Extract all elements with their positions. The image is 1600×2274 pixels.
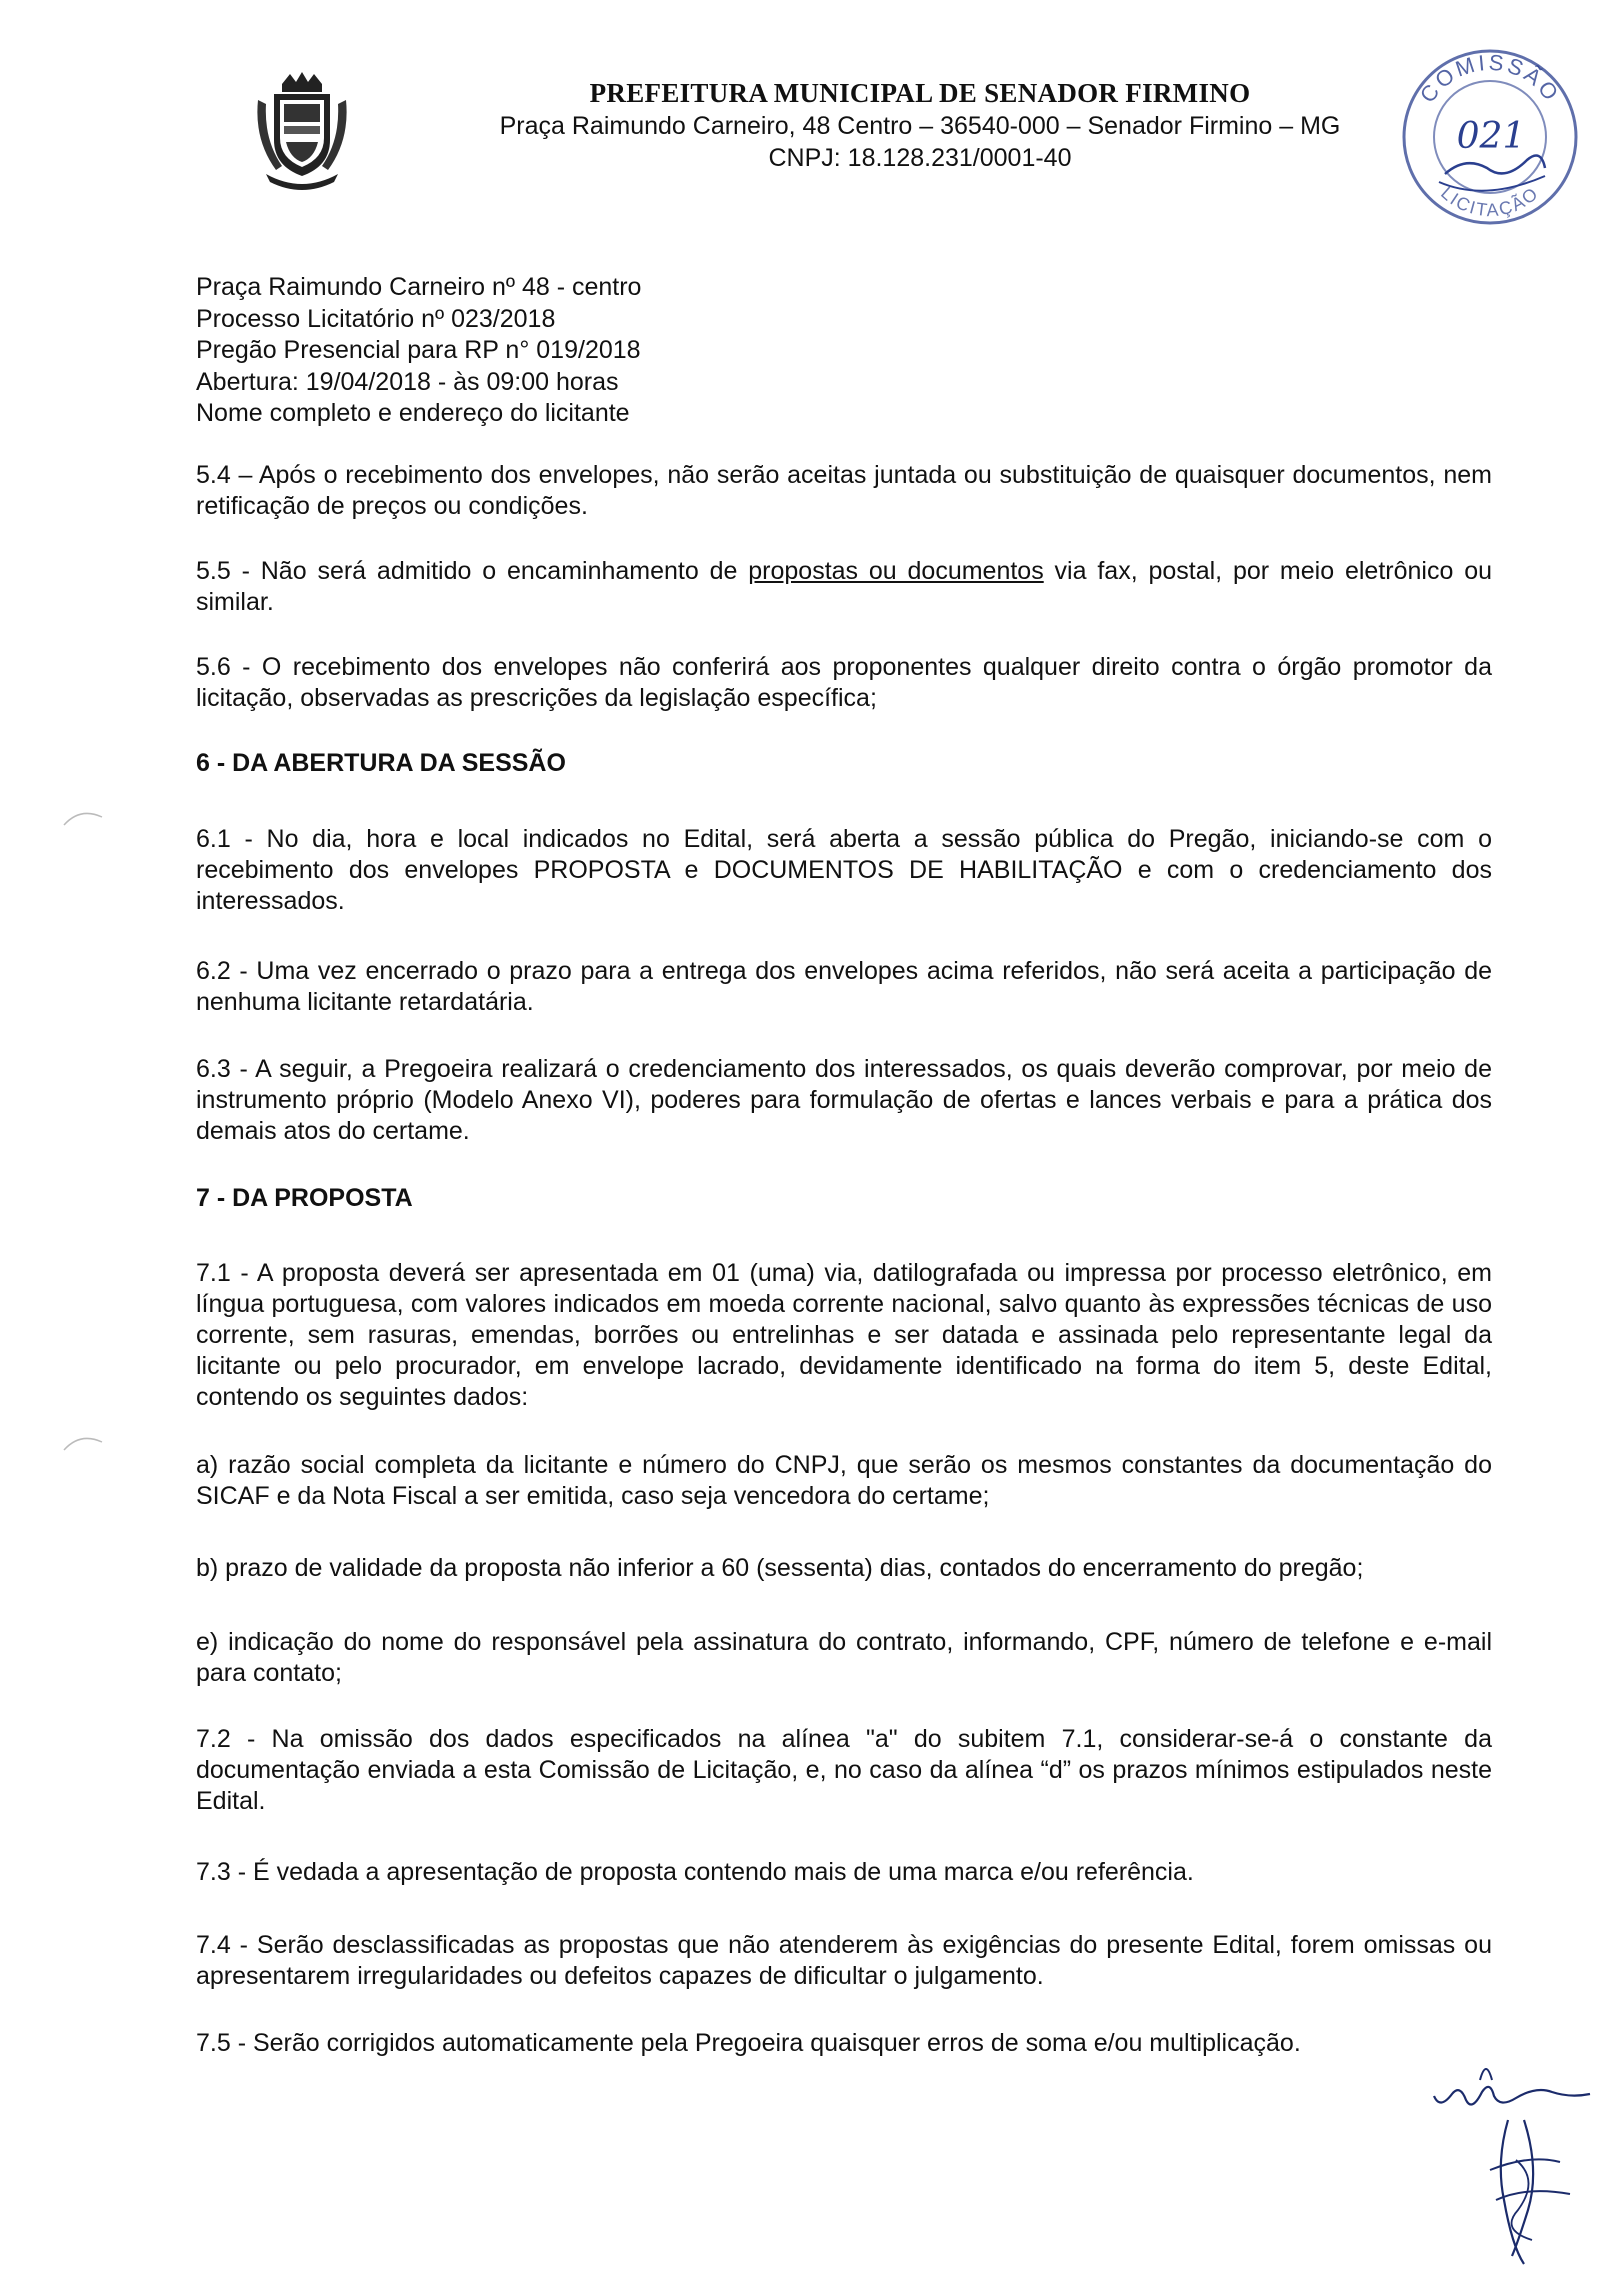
clause-7-4: 7.4 - Serão desclassificadas as propostas que não atenderem às exigências do presente Edital, forem omissas ou apresentarem irregularidades ou defeitos capazes de dificultar o julgamento. (196, 1931, 1492, 1990)
clause-5-5-underlined: propostas ou documentos (748, 557, 1044, 585)
commission-stamp-icon (1395, 42, 1585, 232)
coat-of-arms-icon (252, 70, 352, 190)
envelope-label (196, 272, 641, 430)
envelope-line: Nome completo e endereço do licitante (196, 399, 630, 427)
clause-5-6: 5.6 - O recebimento dos envelopes não conferirá aos proponentes qualquer direito contra o órgão promotor da licitação, observadas as prescrições da legislação específica; (196, 653, 1492, 712)
envelope-line: Abertura: 19/04/2018 - às 09:00 horas (196, 367, 619, 396)
municipality-address: Praça Raimundo Carneiro, 48 Centro – 36540-000 – Senador Firmino – MG (499, 112, 1341, 140)
municipality-title: PREFEITURA MUNICIPAL DE SENADOR FIRMINO (589, 78, 1251, 108)
clause-7-1: 7.1 - A proposta deverá ser apresentada em 01 (uma) via, datilografada ou impressa por processo eletrônico, em língua portuguesa, com valores indicados em moeda corrente nacional, salvo quanto às expressões técnicas de uso corrente, sem rasuras, emendas, borrões ou entrelinhas e ser datada e assinada pelo representante legal da licitante ou pelo procurador, em envelope lacrado, devidamente identificado na forma do item 5, deste Edital, contendo os seguintes dados: (196, 1259, 1492, 1411)
clause-5-5-end: via fax, postal, por meio eletrônico ou similar. (196, 557, 1492, 616)
margin-mark-icon (60, 1430, 106, 1454)
envelope-line: Processo Licitatório nº 023/2018 (196, 304, 556, 333)
svg-text:COMISSÃO: COMISSÃO (1414, 49, 1566, 108)
clause-7-5: 7.5 - Serão corrigidos automaticamente pela Pregoeira quaisquer erros de soma e/ou multiplicação. (196, 2029, 1301, 2057)
handwritten-signature-icon (1420, 2050, 1600, 2270)
clause-6-3: 6.3 - A seguir, a Pregoeira realizará o credenciamento dos interessados, os quais deverão comprovar, por meio de instrumento próprio (Modelo Anexo VI), poderes para formulação de ofertas e lances verbais e para a prática dos demais atos do certame. (196, 1055, 1492, 1145)
clause-7-3: 7.3 - É vedada a apresentação de proposta contendo mais de uma marca e/ou referência. (196, 1858, 1194, 1886)
svg-text:021: 021 (1456, 116, 1526, 157)
section-7-heading: 7 - DA PROPOSTA (196, 1184, 413, 1212)
clause-6-1: 6.1 - No dia, hora e local indicados no Edital, será aberta a sessão pública do Pregão, iniciando-se com o recebimento dos envelopes PROPOSTA e DOCUMENTOS DE HABILITAÇÃO e com o credenciamento dos interessados. (196, 825, 1492, 915)
section-6-heading: 6 - DA ABERTURA DA SESSÃO (196, 749, 566, 777)
clause-5-5-start: 5.5 - Não será admitido o encaminhamento de (196, 557, 749, 585)
svg-text:LICITAÇÃO: LICITAÇÃO (1437, 182, 1543, 221)
clause-5-5 (196, 556, 1492, 618)
envelope-line: Pregão Presencial para RP n° 019/2018 (196, 336, 641, 364)
margin-mark-icon (60, 805, 106, 829)
item-b: b) prazo de validade da proposta não inferior a 60 (sessenta) dias, contados do encerramento do pregão; (196, 1554, 1364, 1582)
clause-5-4: 5.4 – Após o recebimento dos envelopes, não serão aceitas juntada ou substituição de quaisquer documentos, nem retificação de preços ou condições. (196, 461, 1492, 520)
envelope-line: Praça Raimundo Carneiro nº 48 - centro (196, 273, 642, 301)
clause-7-2: 7.2 - Na omissão dos dados especificados na alínea "a" do subitem 7.1, considerar-se-á o constante da documentação enviada a esta Comissão de Licitação, e, no caso da alínea “d” os prazos mínimos estipulados neste Edital. (196, 1725, 1492, 1815)
item-a: a) razão social completa da licitante e número do CNPJ, que serão os mesmos constantes da documentação do SICAF e da Nota Fiscal a ser emitida, caso seja vencedora do certame; (196, 1451, 1492, 1510)
municipality-cnpj: CNPJ: 18.128.231/0001-40 (768, 144, 1072, 172)
item-e: e) indicação do nome do responsável pela assinatura do contrato, informando, CPF, número de telefone e e-mail para contato; (196, 1628, 1492, 1687)
clause-6-2: 6.2 - Uma vez encerrado o prazo para a entrega dos envelopes acima referidos, não será aceita a participação de nenhuma licitante retardatária. (196, 957, 1492, 1016)
